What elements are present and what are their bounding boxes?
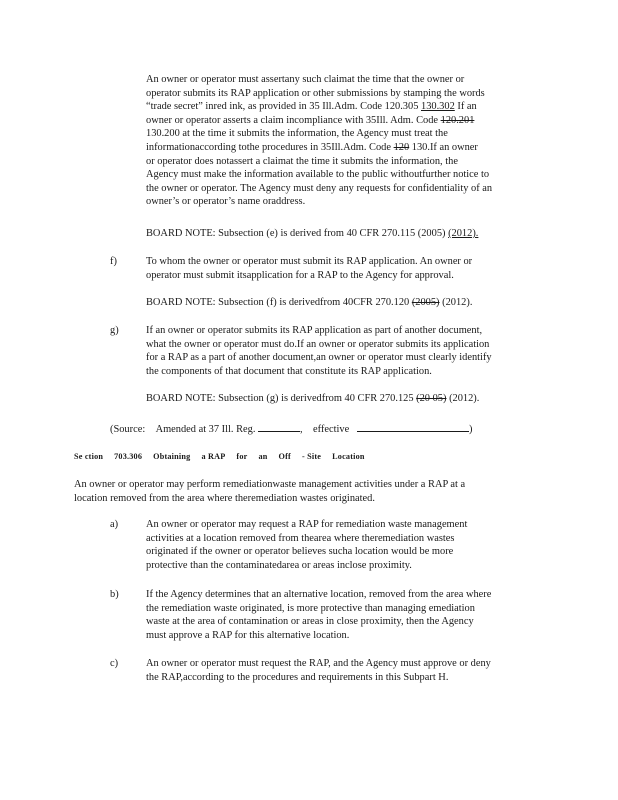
section-number: 703.306 — [114, 452, 143, 461]
deleted-text: (20 05) — [416, 393, 447, 404]
board-note-f — [146, 296, 544, 310]
item-b-text — [146, 588, 544, 642]
reg-page-blank — [258, 421, 300, 432]
item-c-text — [146, 657, 544, 684]
board-note-e — [146, 227, 544, 241]
text-line: the owner or operator. The Agency must deny any requests for confidentiality of an — [146, 182, 493, 194]
source-note — [110, 421, 530, 437]
text-line — [146, 141, 544, 155]
section-heading — [74, 450, 376, 464]
deleted-text: 120 — [393, 141, 410, 153]
text-line: operator must submit itsapplication for a RAP to the Agency for approval. — [146, 269, 454, 281]
text-line — [146, 227, 544, 241]
source-comma: , — [300, 424, 303, 435]
text-line — [146, 296, 544, 310]
text-line: An owner or operator may request a RAP for remediation waste management — [146, 519, 468, 530]
text-segment: BOARD NOTE: Subsection (f) is derivedfrom 40CFR 270.120 — [146, 297, 412, 308]
text-line: operator submits its RAP application or other submissions by stamping the words — [146, 87, 485, 99]
item-f-text — [146, 255, 544, 282]
text-line: location removed from the area where theremediation wastes originated. — [74, 492, 375, 504]
text-segment: (2012). — [446, 393, 480, 404]
text-segment: BOARD NOTE: Subsection (g) is derivedfrom 40 CFR 270.125 — [146, 393, 417, 404]
text-line: activities at a location removed from thearea where theremediation wastes — [146, 532, 455, 544]
text-line: 130.200 at the time it submits the information, the Agency must treat the — [146, 128, 448, 140]
heading-word: Off — [278, 452, 291, 461]
item-g-text — [146, 324, 544, 378]
heading-word: Location — [332, 452, 365, 461]
source-amended: Amended at 37 Ill. Reg. — [155, 424, 256, 435]
heading-word: Obtaining — [153, 452, 191, 461]
heading-word: for — [236, 452, 248, 461]
text-line: the components of that document that constitute its RAP application. — [146, 365, 432, 377]
text-segment: (2012). — [439, 297, 473, 308]
text-line — [146, 100, 544, 114]
item-label-g: g) — [110, 325, 119, 336]
text-line: To whom the owner or operator must submit its RAP application. An owner or — [146, 256, 473, 267]
text-line: originated if the owner or operator believes sucha location would be more — [146, 546, 454, 558]
text-segment: informationaccording tothe procedures in 35Ill.Adm. Code — [146, 141, 394, 153]
text-segment: “trade secret” inred ink, as provided in 35 Ill.Adm. Code 120.305 — [146, 101, 421, 113]
heading-word: an — [258, 452, 268, 461]
item-a-text — [146, 518, 544, 572]
text-line: An owner or operator may perform remediationwaste management activities under a RAP at a — [74, 479, 466, 490]
section-intro — [74, 478, 544, 505]
item-label-c: c) — [110, 658, 119, 669]
deleted-text: 120.201 — [440, 114, 475, 126]
text-line — [146, 114, 544, 128]
item-label-a: a) — [110, 519, 119, 530]
text-line: protective than the contaminatedarea or areas inclose proximity. — [146, 559, 412, 571]
effective-date-blank — [357, 421, 469, 432]
text-line: An owner or operator must request the RAP, and the Agency must approve or deny — [146, 658, 491, 669]
text-line: Agency must make the information available to the public withoutfurther notice to — [146, 169, 490, 181]
source-open: (Source: — [110, 424, 146, 435]
item-label-b: b) — [110, 589, 119, 600]
source-effective: effective — [313, 424, 350, 435]
text-line: If an owner or operator submits its RAP application as part of another document, — [146, 325, 483, 336]
text-line: An owner or operator must assertany such claimat the time that the owner or — [146, 74, 465, 85]
text-line: waste at the area of contamination or areas in close proximity, then the Agency — [146, 616, 474, 628]
deleted-text: (2005) — [411, 297, 440, 308]
inserted-text: 130.302 — [421, 101, 455, 113]
text-line: the remediation waste originated, is more protective than managing emediation — [146, 602, 475, 614]
heading-word: - Site — [301, 452, 322, 461]
text-line — [146, 392, 544, 406]
text-line: If the Agency determines that an alternative location, removed from the area where — [146, 589, 492, 600]
source-close: ) — [469, 424, 473, 435]
text-segment: 130.If an owner — [409, 141, 478, 153]
heading-word: Se ction — [74, 452, 104, 461]
item-label-f: f) — [110, 256, 117, 267]
text-line: must approve a RAP for this alternative location. — [146, 629, 350, 641]
text-segment: BOARD NOTE: Subsection (e) is derived from 40 CFR 270.115 (2005) — [146, 228, 449, 239]
text-line: the RAP,according to the procedures and requirements in this Subpart H. — [146, 671, 449, 683]
text-line: what the owner or operator must do.If an owner or operator submits its application — [146, 338, 490, 350]
text-line — [110, 421, 530, 437]
text-line: for a RAP as a part of another document,an owner or operator must clearly identify — [146, 352, 492, 364]
text-segment: If an — [454, 101, 477, 113]
text-line: or operator does notassert a claimat the time it submits the information, the — [146, 155, 458, 167]
heading-word: a RAP — [201, 452, 226, 461]
paragraph-e-continuation — [146, 73, 544, 209]
inserted-text: (2012). — [448, 228, 479, 239]
board-note-g — [146, 392, 544, 406]
text-segment: owner or operator asserts a claim incompliance with 35Ill. Adm. Code — [146, 114, 441, 126]
text-line: owner’s or operator’s name oraddress. — [146, 196, 306, 208]
